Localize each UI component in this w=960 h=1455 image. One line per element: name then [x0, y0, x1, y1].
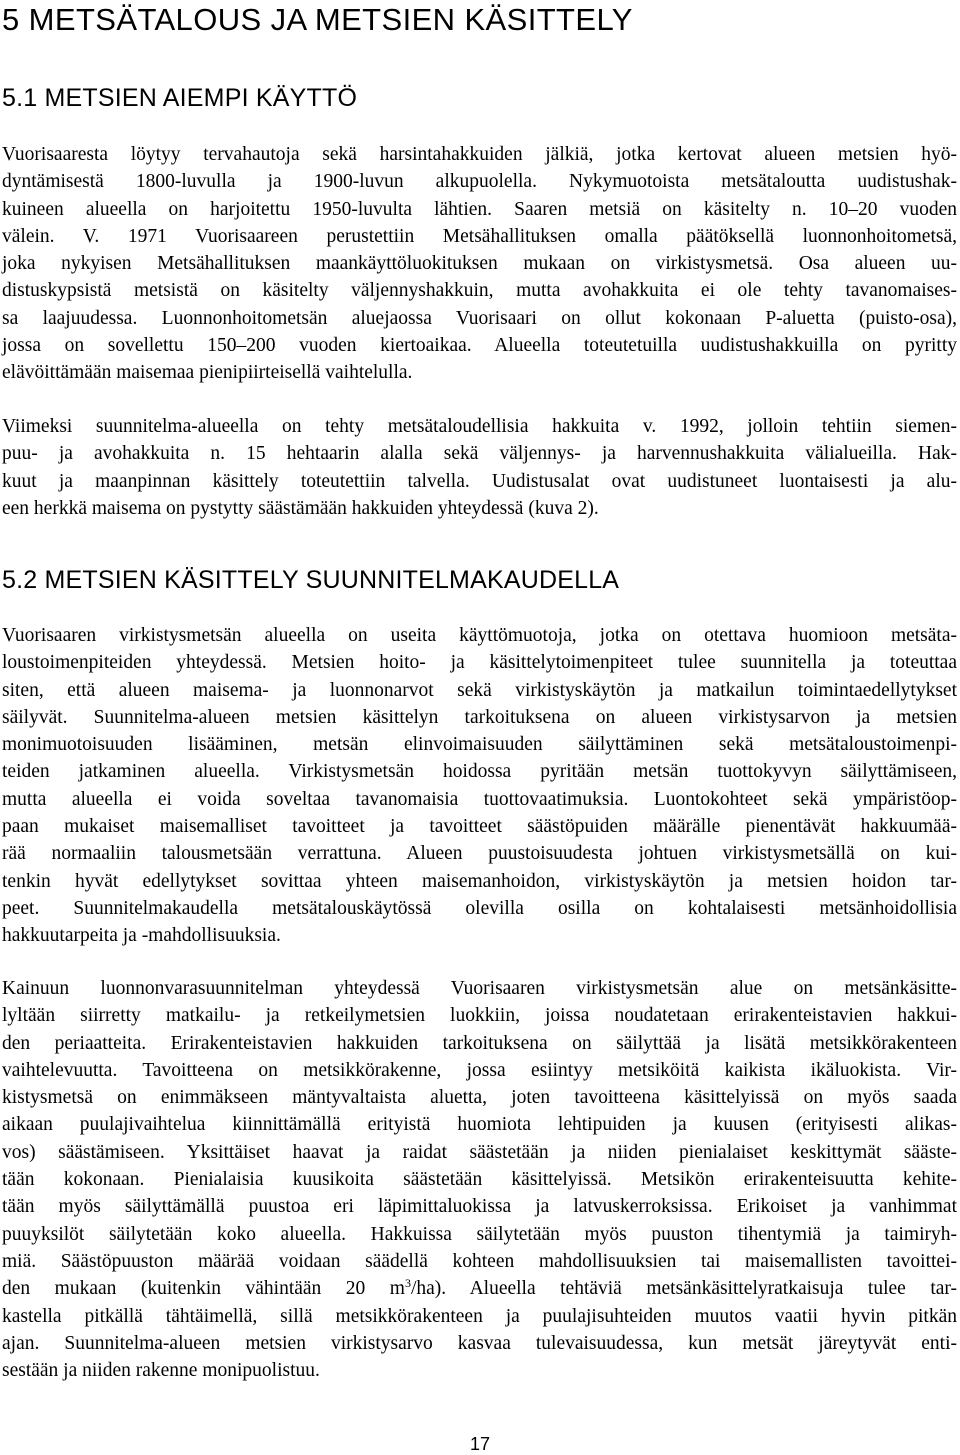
text-line: teiden jatkaminen alueella. Virkistysmetsän hoidossa pyritään metsän tuottokyvyn säilyttämiseen,: [2, 761, 957, 783]
text-line: sestään ja niiden rakenne monipuolistuu.: [2, 1360, 320, 1382]
text-line: elävöittämään maisemaa pienipiirteisellä vaihtelulla.: [2, 362, 413, 384]
paragraph-forest-history: [2, 141, 957, 387]
paragraph-recent-harvests: [2, 413, 957, 522]
text-line: miä. Säästöpuuston määrää voidaan säädellä kohteen mahdollisuuksien tai maisemallisten tavoittei-: [2, 1250, 957, 1272]
text-line: dyntämisestä 1800-luvulla ja 1900-luvun alkupuolella. Nykymuotoista metsätaloutta uudistushak-: [2, 171, 957, 193]
text-line: Vuorisaaresta löytyy tervahautoja sekä harsintahakkuiden jälkiä, jotka kertovat alueen metsien hyö-: [2, 144, 957, 165]
superscript: 3: [404, 1276, 411, 1291]
text-line: välein. V. 1971 Vuorisaareen perustettiin Metsähallituksen omalla päätöksellä luonnonhoitometsä,: [2, 225, 957, 247]
text-line: puu- ja avohakkuita n. 15 hehtaarin alalla sekä väljennys- ja harvennushakkuita välialueilla. Hak-: [2, 443, 957, 465]
text-line: rää normaaliin talousmetsään verrattuna. Alueen puustoisuudesta johtuen virkistysmetsällä on kui-: [2, 843, 957, 865]
text-line: siten, että alueen maisema- ja luonnonarvot sekä virkistyskäytön ja matkailun toimintaedellytykset: [2, 679, 957, 701]
text-line: puuyksilöt säilytetään koko alueella. Hakkuissa säilytetään myös puuston tihentymiä ja taimiryh-: [2, 1223, 957, 1245]
section-heading-5-1: 5.1 METSIEN AIEMPI KÄYTTÖ: [2, 84, 358, 112]
text-line: kistysmetsä on enimmäkseen mäntyvaltaista aluetta, joten tavoitteena käsittelyissä on myös saada: [2, 1087, 957, 1109]
text-line: distuskypsistä metsistä on käsitelty väljennyshakkuin, mutta avohakkuita ei ole tehty tavanomaises-: [2, 280, 957, 302]
text-line: jossa on sovellettu 150–200 vuoden kiertoaikaa. Alueella toteutetuilla uudistushakkuilla on pyritty: [2, 335, 957, 357]
text-line: kuut ja maanpinnan käsittely toteutettiin talvella. Uudistusalat ovat uudistuneet luontaisesti ja alu-: [2, 470, 957, 492]
text-line: loustoimenpiteiden yhteydessä. Metsien hoito- ja käsittelytoimenpiteet tulee suunnitella ja toteuttaa: [2, 652, 957, 674]
text-line: Vuorisaaren virkistysmetsän alueella on useita käyttömuotoja, jotka on otettava huomioon metsäta-: [2, 625, 957, 646]
text-line: ajan. Suunnitelma-alueen metsien virkistysarvo kasvaa tulevaisuudessa, kun metsät järeytyvät enti-: [2, 1332, 957, 1354]
text-line: säilyvät. Suunnitelma-alueen metsien käsittelyn tarkoituksena on alueen virkistysarvon ja metsien: [2, 706, 957, 728]
text-line: tään myös säilyttämällä puustoa eri läpimittaluokissa ja latvuskerroksissa. Erikoiset ja vanhimmat: [2, 1196, 957, 1218]
chapter-heading: 5 METSÄTALOUS JA METSIEN KÄSITTELY: [2, 2, 633, 37]
text-line: lyltään siirretty matkailu- ja retkeilymetsien luokkiin, joissa noudatetaan erirakenteistavien hakkui-: [2, 1005, 957, 1027]
text-line: Viimeksi suunnitelma-alueella on tehty metsätaloudellisia hakkuita v. 1992, jolloin tehtiin siemen-: [2, 416, 957, 437]
text-line: tenkin hyvät edellytykset sovittaa yhteen maisemanhoidon, virkistyskäytön ja metsien hoidon tar-: [2, 870, 957, 892]
text-line: monimuotoisuuden lisääminen, metsän elinvoimaisuuden säilyttäminen sekä metsätaloustoimenpi-: [2, 734, 957, 756]
text-line: kastella pitkällä tähtäimellä, sillä metsikkörakenteen ja puulajisuhteiden muutos vaatii hyvin pitkän: [2, 1305, 957, 1327]
text-line: paan mukaiset maisemalliset tavoitteet ja tavoitteet säästöpuiden määrälle pienentävät hakkuumää-: [2, 816, 957, 838]
text-line-with-superscript: [2, 1275, 957, 1302]
text-line: kuineen alueella on harjoitettu 1950-luvulta lähtien. Saaren metsiä on käsitelty n. 10–20 vuoden: [2, 198, 957, 220]
paragraph-natural-resources-plan: [2, 975, 957, 1384]
text-line: een herkkä maisema on pystytty säästämään hakkuiden yhteydessä (kuva 2).: [2, 497, 599, 519]
text-line: den periaatteita. Erirakenteistavien hakkuiden tarkoituksena on säilyttää ja lisätä metsikkörakenteen: [2, 1032, 957, 1054]
text-line: mutta alueella ei voida soveltaa tavanomaisia tuottovaatimuksia. Luontokohteet sekä ympäristöop-: [2, 788, 957, 810]
page-number: 17: [469, 1434, 491, 1454]
paragraph-forest-treatment: [2, 622, 957, 950]
text-line: joka nykyisen Metsähallituksen maankäyttöluokituksen mukaan on virkistysmetsä. Osa alueen uu-: [2, 253, 957, 275]
text-line: aikaan puulajivaihtelua kiinnittämällä erityistä huomiota lehtipuiden ja kuusen (erityisesti alikas-: [2, 1114, 957, 1136]
section-heading-5-2: 5.2 METSIEN KÄSITTELY SUUNNITELMAKAUDELLA: [2, 566, 620, 594]
text-fragment: den mukaan (kuitenkin vähintään 20 m: [2, 1278, 405, 1300]
text-line: peet. Suunnitelmakaudella metsätalouskäytössä olevilla osilla on kohtalaisesti metsänhoidollisia: [2, 897, 957, 919]
text-fragment: /ha). Alueella tehtäviä metsänkäsittelyratkaisuja tulee tar-: [410, 1278, 957, 1300]
text-line: tään kokonaan. Pienialaisia kuusikoita säästetään käsittelyissä. Metsikön erirakenteisuutta kehite-: [2, 1169, 957, 1191]
text-line: Kainuun luonnonvarasuunnitelman yhteydessä Vuorisaaren virkistysmetsän alue on metsänkäsitte-: [2, 978, 957, 999]
text-line: vos) säästämiseen. Yksittäiset haavat ja raidat säästetään ja niiden pienialaiset keskittymät sääste-: [2, 1141, 957, 1163]
text-line: sa laajuudessa. Luonnonhoitometsän aluejaossa Vuorisaari on ollut kokonaan P-aluetta (puisto-osa),: [2, 307, 957, 329]
text-line: hakkuutarpeita ja -mahdollisuuksia.: [2, 925, 281, 947]
text-line: vaihtelevuutta. Tavoitteena on metsikkörakenne, jossa esiintyy metsiköitä kaikista ikäluokista. Vir-: [2, 1059, 957, 1081]
